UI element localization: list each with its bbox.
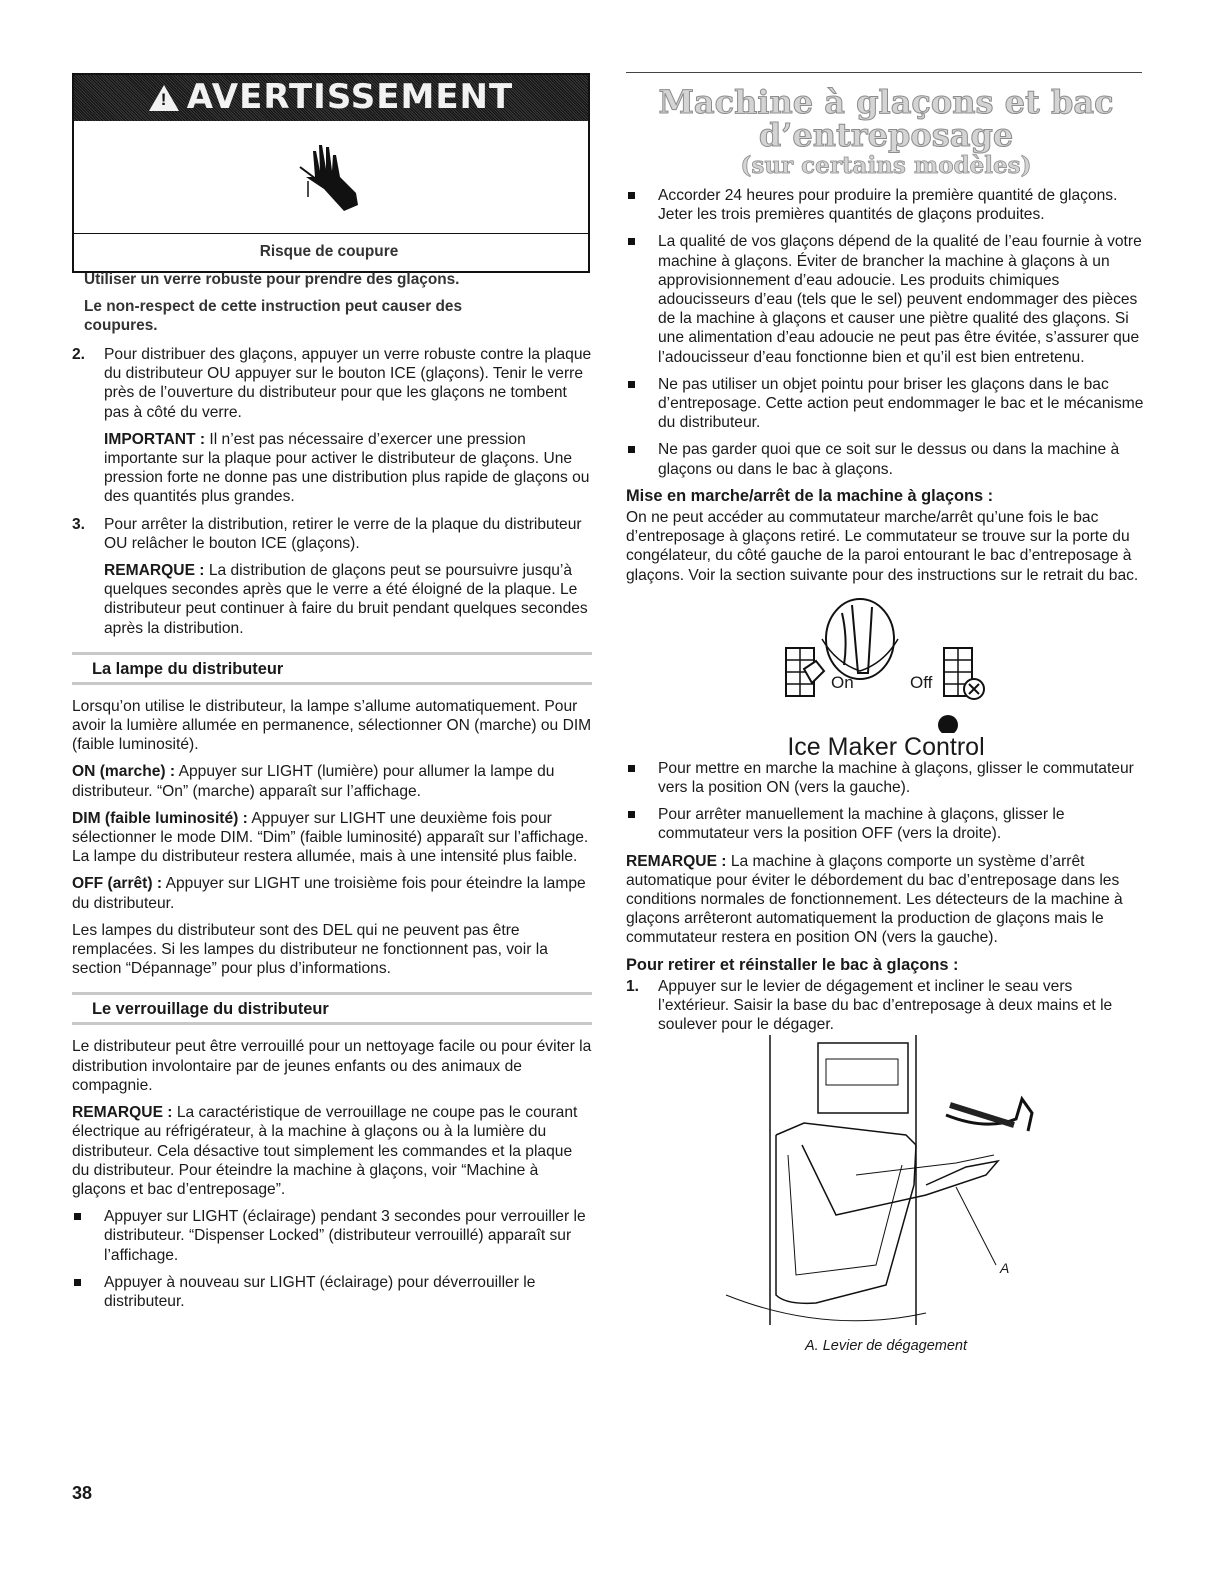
onoff-text: On ne peut accéder au commutateur marche/arrêt qu’une fois le bac d’entreposage à glaçons retiré. Le commutateur se trouve sur la porte du congélateur, du côté gauche de la paroi entourant le bac d’entreposage à glaçons. Voir la section suivante pour des instructions sur le retrait du bac. bbox=[626, 509, 1139, 584]
warning-header bbox=[74, 75, 588, 121]
bin-removal-figure bbox=[626, 1035, 1146, 1360]
note-label: REMARQUE : bbox=[72, 1104, 173, 1122]
note-label: IMPORTANT : bbox=[104, 430, 206, 448]
ice-title-line-1: Machine à glaçons et bac bbox=[658, 83, 1114, 121]
lamp-dim-label: DIM (faible luminosité) : bbox=[72, 809, 248, 827]
warning-title: AVERTISSEMENT bbox=[186, 77, 514, 118]
ice-subtitle: (sur certains modèles) bbox=[740, 152, 1032, 179]
ice-bullet: Ne pas garder quoi que ce soit sur le dessus ou dans la machine à glaçons ou dans le bac à glaçons. bbox=[626, 440, 1146, 478]
warning-box bbox=[72, 73, 590, 334]
note-label: REMARQUE : bbox=[626, 852, 727, 870]
onoff-bullet: Pour mettre en marche la machine à glaçons, glisser le commutateur vers la position ON (vers la gauche). bbox=[626, 759, 1146, 797]
lamp-dim-text: Appuyer sur LIGHT une deuxième fois pour sélectionner le mode DIM. “Dim” (faible luminosité) apparaît sur l’affichage. La lampe du distributeur restera allumée, mais à une intensité plus faible. bbox=[72, 809, 589, 866]
lamp-outro: Les lampes du distributeur sont des DEL qui ne peuvent pas être remplacées. Si les lampes du distributeur ne fonctionnent pas, voir la section “Dépannage” pour plus d’informations. bbox=[72, 921, 548, 978]
lamp-on-label: ON (marche) : bbox=[72, 763, 176, 781]
remove-step bbox=[626, 977, 1146, 1035]
ice-title-line-2: d’entreposage bbox=[758, 116, 1014, 154]
note-text: Il n’est pas nécessaire d’exercer une pression importante sur la plaque pour activer le distributeur de glaçons. Une pression forte ne donne pas une distribution plus rapide de glaçons ou des quantités plus grandes. bbox=[104, 430, 590, 506]
lamp-on bbox=[72, 762, 592, 800]
switch-on-label: On bbox=[831, 672, 854, 692]
note-text: La machine à glaçons comporte un système d’arrêt automatique pour éviter le débordement du bac d’entreposage dans les conditions normales de fonctionnement. Les détecteurs de la machine à glaçons arrêteront automatiquement la production de glaçons mais le commutateur restera en position ON (vers la gauche). bbox=[626, 852, 1123, 947]
lamp-off-label: OFF (arrêt) : bbox=[72, 875, 163, 893]
ice-note bbox=[626, 852, 1146, 948]
lamp-off-text: Appuyer sur LIGHT une troisième fois pour éteindre la lampe du distributeur. bbox=[72, 875, 586, 912]
step-number: 2. bbox=[72, 346, 86, 363]
ice-bullet: La qualité de vos glaçons dépend de la qualité de l’eau fournie à votre machine à glaçons. Éviter de brancher la machine à glaçons à un approvisionnement d’eau adoucie. Les produits chimiques adoucisseurs d’eau (tels que le sel) peuvent endommager des pièces de la machine à glaçons et causer une piètre qualité des glaçons. Si une alimentation d’eau adoucie ne peut pas être évitée, s’assurer que l’adoucisseur d’eau fonctionne bien et qu’il est bien entretenu. bbox=[626, 232, 1146, 366]
note-label: REMARQUE : bbox=[104, 562, 205, 580]
lamp-heading: La lampe du distributeur bbox=[92, 659, 284, 678]
step-text: Pour distribuer des glaçons, appuyer un verre robuste contre la plaque du distributeur OU appuyer sur le bouton ICE (glaçons). Tenir le verre près de l’ouverture du distributeur pour que les glaçons ne tombent pas à côté du verre. bbox=[104, 346, 592, 421]
warning-triangle-icon: ! bbox=[149, 85, 179, 111]
section-heading-lamp bbox=[72, 652, 592, 685]
note-text: La caractéristique de verrouillage ne coupe pas le courant électrique au réfrigérateur, à la machine à glaçons ou à la lumière du distributeur. Cela désactive tout simplement les commandes et la plaque du distributeur. Pour éteindre la machine à glaçons, voir “Machine à glaçons et bac d’entreposage”. bbox=[72, 1104, 578, 1198]
ice-maker-control-figure bbox=[626, 593, 1146, 759]
page-number: 38 bbox=[72, 1483, 93, 1503]
lock-note bbox=[72, 1103, 592, 1199]
step-3 bbox=[72, 515, 592, 553]
ice-bin-illustration bbox=[626, 1035, 1146, 1335]
top-rule bbox=[626, 72, 1142, 73]
lock-intro: Le distributeur peut être verrouillé pour un nettoyage facile ou pour éviter la distribution involontaire par de jeunes enfants ou des animaux de compagnie. bbox=[72, 1038, 592, 1094]
warning-text bbox=[74, 234, 588, 335]
remove-heading: Pour retirer et réinstaller le bac à glaçons : bbox=[626, 955, 959, 974]
section-heading-lock bbox=[72, 992, 592, 1025]
warning-risk: Risque de coupure bbox=[259, 243, 399, 260]
switch-off-label: Off bbox=[910, 672, 933, 692]
step-text: Pour arrêter la distribution, retirer le verre de la plaque du distributeur OU relâcher le bouton ICE (glaçons). bbox=[104, 515, 582, 552]
lock-bullet: Appuyer sur LIGHT (éclairage) pendant 3 secondes pour verrouiller le distributeur. “Dispenser Locked” (distributeur verrouillé) apparaît sur l’affichage. bbox=[72, 1207, 592, 1265]
cut-hazard-icon bbox=[74, 121, 588, 234]
ice-maker-switch-icon bbox=[626, 593, 1146, 733]
step-number: 1. bbox=[626, 977, 640, 995]
lock-bullet: Appuyer à nouveau sur LIGHT (éclairage) pour déverrouiller le distributeur. bbox=[72, 1273, 592, 1311]
release-lever-label: A bbox=[1000, 1259, 1010, 1276]
lamp-off bbox=[72, 874, 592, 912]
onoff-heading: Mise en marche/arrêt de la machine à glaçons : bbox=[626, 486, 994, 505]
step-2-note bbox=[72, 430, 592, 507]
warning-line-1: Utiliser un verre robuste pour prendre des glaçons. bbox=[84, 271, 460, 288]
warning-line-2: Le non-respect de cette instruction peut causer des coupures. bbox=[84, 298, 463, 334]
right-column bbox=[626, 83, 1146, 1360]
bin-figure-caption: A. Levier de dégagement bbox=[804, 1337, 968, 1354]
ice-bullet: Ne pas utiliser un objet pointu pour briser les glaçons dans le bac d’entreposage. Cette action peut endommager le bac et le mécanisme du distributeur. bbox=[626, 375, 1146, 433]
lamp-on-text: Appuyer sur LIGHT (lumière) pour allumer la lampe du distributeur. “On” (marche) apparaît sur l’affichage. bbox=[72, 763, 555, 800]
step-2 bbox=[72, 345, 592, 422]
step-3-note bbox=[72, 561, 592, 638]
lamp-intro: Lorsqu’on utilise le distributeur, la lampe s’allume automatiquement. Pour avoir la lumière allumée en permanence, sélectionner ON (marche) ou DIM (faible luminosité). bbox=[72, 697, 592, 754]
left-column bbox=[72, 345, 592, 1319]
note-text: La distribution de glaçons peut se poursuivre jusqu’à quelques secondes après que le verre a été éloigné de la plaque. Le distributeur peut continuer à faire du bruit pendant quelques secondes après la distribution. bbox=[104, 562, 588, 637]
step-text: Appuyer sur le levier de dégagement et incliner le seau vers l’extérieur. Saisir la base du bac d’entreposage à deux mains et le soulever pour le dégager. bbox=[658, 977, 1113, 1034]
ice-bullet: Accorder 24 heures pour produire la première quantité de glaçons. Jeter les trois premières quantités de glaçons produites. bbox=[626, 186, 1146, 224]
lock-heading: Le verrouillage du distributeur bbox=[92, 1000, 329, 1019]
onoff-bullet: Pour arrêter manuellement la machine à glaçons, glisser le commutateur vers la position OFF (vers la droite). bbox=[626, 805, 1146, 843]
lamp-dim bbox=[72, 809, 592, 867]
step-number: 3. bbox=[72, 515, 86, 533]
ice-maker-control-title: Ice Maker Control bbox=[787, 732, 985, 761]
